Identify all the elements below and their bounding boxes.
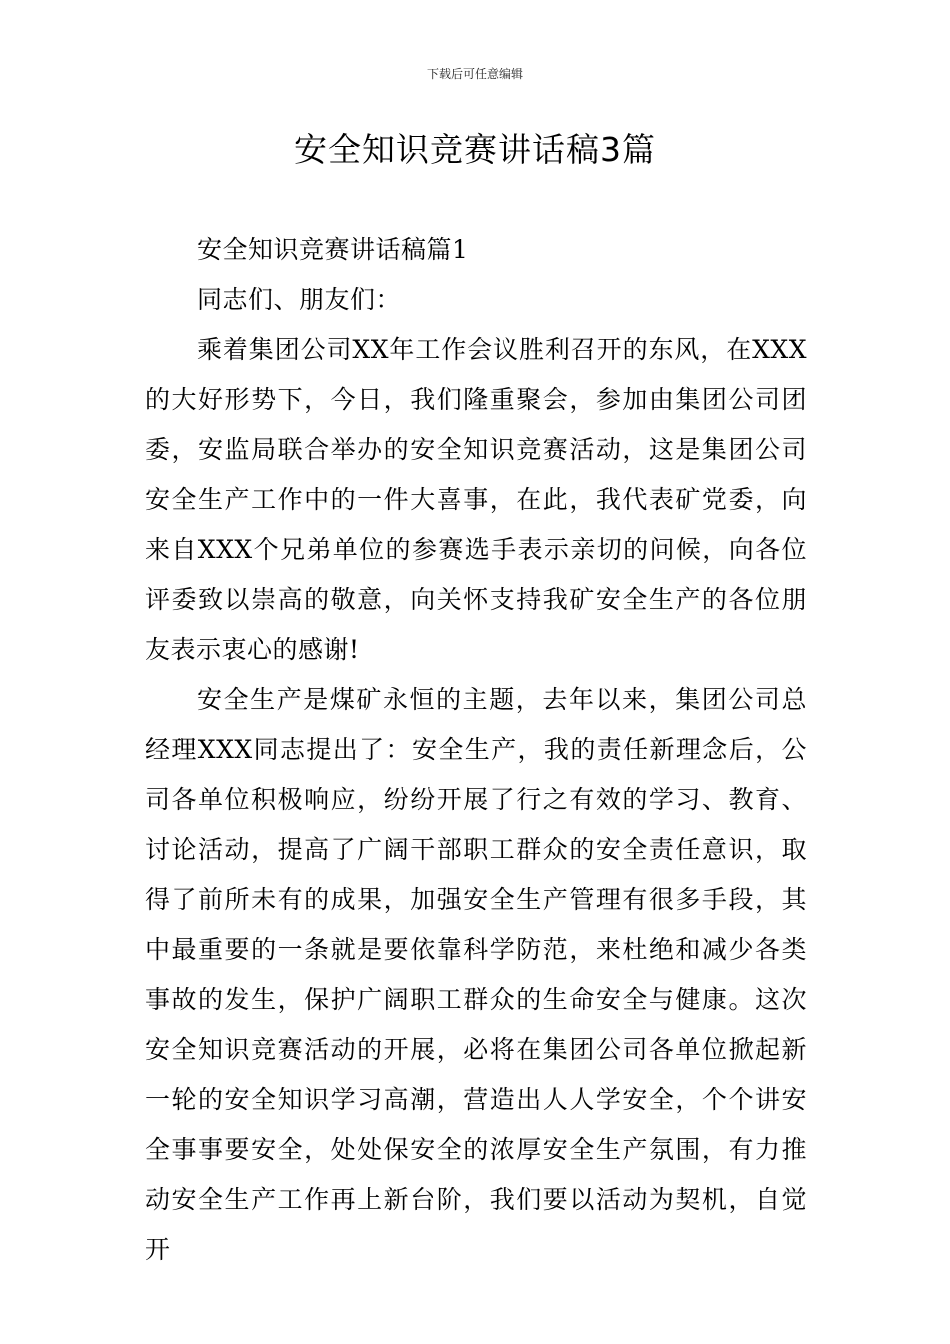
body-paragraph: 乘着集团公司XX年工作会议胜利召开的东风，在XXX的大好形势下，今日，我们隆重聚会，参加由集团公司团委，安监局联合举办的安全知识竞赛活动，这是集团公司安全生产工作中的一件大喜事，在此，我代表矿党委，向来自XXX个兄弟单位的参赛选手表示亲切的问候，向各位评委致以崇高的敬意，向关怀支持我矿安全生产的各位朋友表示衷心的感谢! bbox=[145, 335, 807, 664]
body-paragraph: 安全生产是煤矿永恒的主题，去年以来，集团公司总经理XXX同志提出了：安全生产，我的责任新理念后，公司各单位积极响应，纷纷开展了行之有效的学习、教育、讨论活动，提高了广阔干部职工群众的安全责任意识，取得了前所未有的成果，加强安全生产管理有很多手段，其中最重要的一条就是要依靠科学防范，来杜绝和减少各类事故的发生，保护广阔职工群众的生命安全与健康。这次安全知识竞赛活动的开展，必将在集团公司各单位掀起新一轮的安全知识学习高潮，营造出人人学安全，个个讲安全事事要安全，处处保安全的浓厚安全生产氛围，有力推动安全生产工作再上新台阶，我们要以活动为契机，自觉开 bbox=[145, 685, 807, 1264]
document-title: 安全知识竞赛讲话稿3篇 bbox=[294, 130, 656, 169]
section-heading: 安全知识竞赛讲话稿篇1 bbox=[197, 235, 469, 264]
document-body bbox=[145, 225, 807, 1275]
header-note: 下载后可任意编辑 bbox=[426, 67, 523, 81]
salutation: 同志们、朋友们： bbox=[197, 285, 402, 314]
